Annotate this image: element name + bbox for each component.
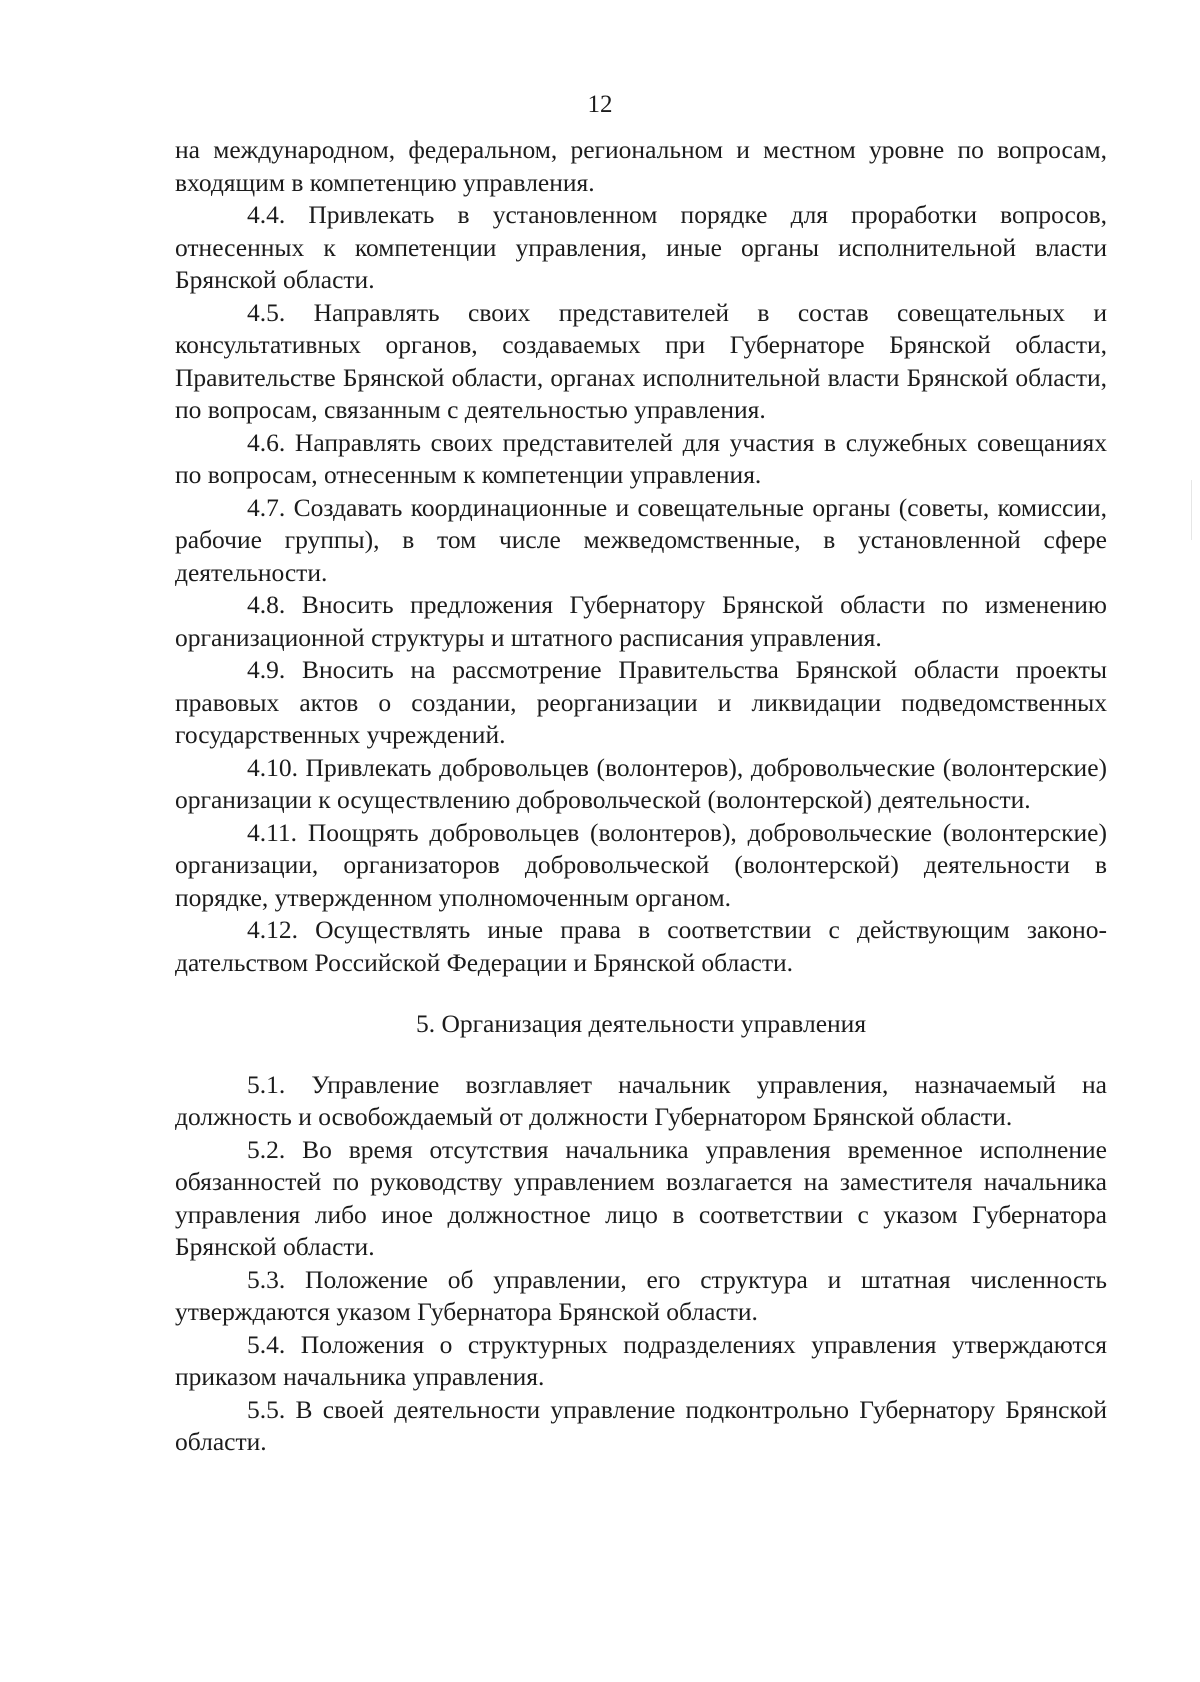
paragraph-4-11: 4.11. Поощрять добровольцев (волонтеров), добровольческие (волонтерские) организации, организаторов добровольческой (волонтерской) деятельности в порядке, утвержденном уполномоченным органом. — [175, 817, 1107, 912]
paragraph-4-7: 4.7. Создавать координационные и совещательные органы (советы, комиссии, рабочие группы), в том числе межведомственные, в установленной сфере деятельности. — [175, 492, 1107, 587]
paragraph-4-8: 4.8. Вносить предложения Губернатору Брянской области по изменению организационной структуры и штатного расписания управления. — [175, 590, 1107, 652]
paragraph-4-5: 4.5. Направлять своих представителей в состав совещательных и консультативных органов, создаваемых при Губернаторе Брянской области, Правительстве Брянской области, органах исполнительной власти Брянской области, по вопросам, связанным с деятельностью управления. — [175, 297, 1107, 424]
paragraph-4-12: 4.12. Осуществлять иные права в соответствии с действующим законодательством Российской Федерации и Брянской области. — [175, 915, 1107, 977]
paragraph-5-4: 5.4. Положения о структурных подразделениях управления утверждаются приказом начальника управления. — [175, 1329, 1107, 1391]
paragraph-5-5: 5.5. В своей деятельности управление подконтрольно Губернатору Брянской области. — [175, 1394, 1107, 1456]
section-heading: 5. Организация деятельности управления — [415, 1009, 867, 1038]
paragraph-5-2: 5.2. Во время отсутствия начальника управления временное исполнение обязанностей по руководству управлением возлагается на заместителя начальника управления либо иное должностное лицо в соответствии с указом Губернатора Брянской области. — [175, 1134, 1107, 1261]
paragraph-4-6: 4.6. Направлять своих представителей для участия в служебных совещаниях по вопросам, отнесенным к компетенции управления. — [175, 427, 1107, 489]
paragraph-5-1: 5.1. Управление возглавляет начальник управления, назначаемый на должность и освобождаемый от должности Губернатором Брянской области. — [175, 1069, 1107, 1131]
paragraph-4-9: 4.9. Вносить на рассмотрение Правительства Брянской области проекты правовых актов о создании, реорганизации и ликвидации подведомственных государственных учреждений. — [175, 655, 1107, 749]
document-body — [175, 134, 1107, 1459]
scan-artifact — [1191, 480, 1192, 540]
paragraph-4-4: 4.4. Привлекать в установленном порядке для проработки вопросов, отнесенных к компетенции управления, иные органы исполнительной власти Брянской области. — [175, 200, 1107, 294]
paragraph-5-3: 5.3. Положение об управлении, его структура и штатная численность утверждаются указом Губернатора Брянской области. — [175, 1264, 1107, 1326]
paragraph-continuation: на международном, федеральном, региональном и местном уровне по вопросам, входящим в компетенцию управления. — [175, 135, 1107, 197]
page-number: 12 — [587, 91, 613, 118]
paragraph-4-10: 4.10. Привлекать добровольцев (волонтеров), добровольческие (волонтерские) организации к осуществлению добровольческой (волонтерской) деятельности. — [175, 752, 1107, 814]
